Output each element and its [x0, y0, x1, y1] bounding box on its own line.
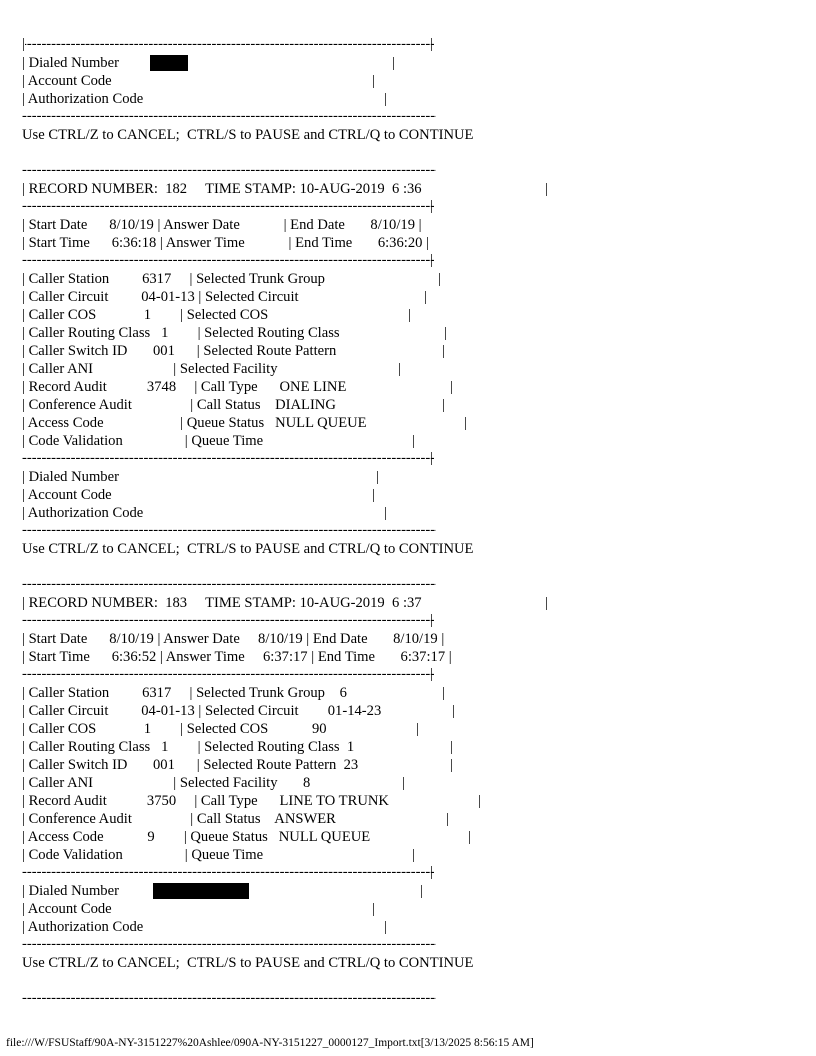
dialed-number-row: | Dialed Number |	[22, 469, 379, 485]
start-time-row: | Start Time 6:36:18 | Answer Time | End Time 6:36:20 |	[22, 235, 429, 251]
dialed-number-row: | Dialed Number |	[22, 883, 423, 899]
separator-line	[22, 162, 436, 180]
start-time-row: | Start Time 6:36:52 | Answer Time 6:37:17 | End Time 6:37:17 |	[22, 649, 452, 665]
document-page: ----- | | | Dialed Number | | Account Code | | Authorization Code | ----- Use CTRL/Z to CANCEL; CTRL/S to PAUSE and CTRL/Q to CONTINUE ----- | RECORD NUMBER: 182 TIME STAMP: 10-AUG-2019 6 :36 | ----- | | Start Date 8/10/19 | Answer Date | End Date 8/10/19 | | Start Time 6:36:18 | Answer Time | End Time 6:36:20 | ----- | | Caller Station 6317 | Selected Trunk Group | | Caller Circuit 04-01-13 | Selected Circuit | | Caller COS 1 | Selected COS | | Caller Routing Class 1 | Selected Routing Class | | Caller Switch ID 001 | Selected Route Pattern | | Caller ANI | Selected Facility | | Record Audit 3748 | Call Type ONE LINE | | Conference Audit | Call Status DIALING | | Access Code | Queue Status NULL QUEUE | | Code Validation | Queue Time | ----- | | Dialed Number | | Account Code | | Authorization Code | ----- Use CTRL/Z to CANCEL; CTRL/S to PAUSE and CTRL/Q to CONTINUE ----- | RECORD NUMBER: 183 TIME STAMP: 10-AUG-2019 6 :37 | ----- | | Start Date 8/10/19 | Answer Date 8/10/19 | End Date 8/10/19 | | Start Time 6:36:52 | Answer Time 6:37:17 | End Time 6:37:17 | ----- | | Caller Station 6317 | Selected Trunk Group 6 | | Caller Circuit 04-01-13 | Selected Circuit 01-14-23 | | Caller COS 1 | Selected COS 90 | | Caller Routing Class 1 | Selected Routing Class 1 | | Caller Switch ID 001 | Selected Route Pattern 23 | | Caller ANI | Selected Facility 8 | | Record Audit 3750 | Call Type LINE TO TRUNK | | Conference Audit | Call Status ANSWER | | Access Code 9 | Queue Status NULL QUEUE | | Code Validation | Queue Time | ----- | | Dialed Number | | Account Code | | Authorization Code | ----- Use CTRL/Z to CANCEL; CTRL/S to PAUSE and CTRL/Q to CONTINUE ----- file:///W/FSUStaff/90A-NY-3151227%20Ashlee/090A-NY-3151227_0000127_Import.txt[3/13/2025 8:56:15 AM]	[0, 0, 816, 1056]
separator-line	[22, 450, 434, 468]
separator-line	[22, 252, 434, 270]
record-header: | RECORD NUMBER: 183 TIME STAMP: 10-AUG-2019 6 :37 |	[22, 595, 548, 611]
separator-line	[22, 198, 434, 216]
account-code-row: | Account Code |	[22, 73, 375, 89]
control-notice: Use CTRL/Z to CANCEL; CTRL/S to PAUSE and CTRL/Q to CONTINUE	[22, 955, 474, 971]
dialed-number-row: | Dialed Number |	[22, 55, 395, 71]
authorization-code-row: | Authorization Code |	[22, 919, 387, 935]
separator-pipe: |	[430, 36, 433, 52]
separator-line	[22, 108, 436, 126]
separator-line	[22, 666, 434, 684]
redaction-block	[150, 55, 188, 71]
authorization-code-row: | Authorization Code |	[22, 91, 387, 107]
file-path-footer: file:///W/FSUStaff/90A-NY-3151227%20Ashlee/090A-NY-3151227_0000127_Import.txt[3/13/2025 8:56:15 AM]	[6, 1037, 534, 1049]
account-code-row: | Account Code |	[22, 487, 375, 503]
control-notice: Use CTRL/Z to CANCEL; CTRL/S to PAUSE and CTRL/Q to CONTINUE	[22, 541, 474, 557]
separator-line	[22, 612, 434, 630]
control-notice: Use CTRL/Z to CANCEL; CTRL/S to PAUSE and CTRL/Q to CONTINUE	[22, 127, 474, 143]
separator-line	[22, 522, 436, 540]
start-date-row: | Start Date 8/10/19 | Answer Date 8/10/19 | End Date 8/10/19 |	[22, 631, 445, 647]
authorization-code-row: | Authorization Code |	[22, 505, 387, 521]
separator-line	[22, 990, 436, 1008]
separator-line	[22, 36, 434, 54]
separator-line	[22, 576, 436, 594]
account-code-row: | Account Code |	[22, 901, 375, 917]
redaction-block	[153, 883, 249, 899]
separator-line	[22, 936, 436, 954]
start-date-row: | Start Date 8/10/19 | Answer Date | End Date 8/10/19 |	[22, 217, 422, 233]
separator-line	[22, 864, 434, 882]
record-header: | RECORD NUMBER: 182 TIME STAMP: 10-AUG-2019 6 :36 |	[22, 181, 548, 197]
